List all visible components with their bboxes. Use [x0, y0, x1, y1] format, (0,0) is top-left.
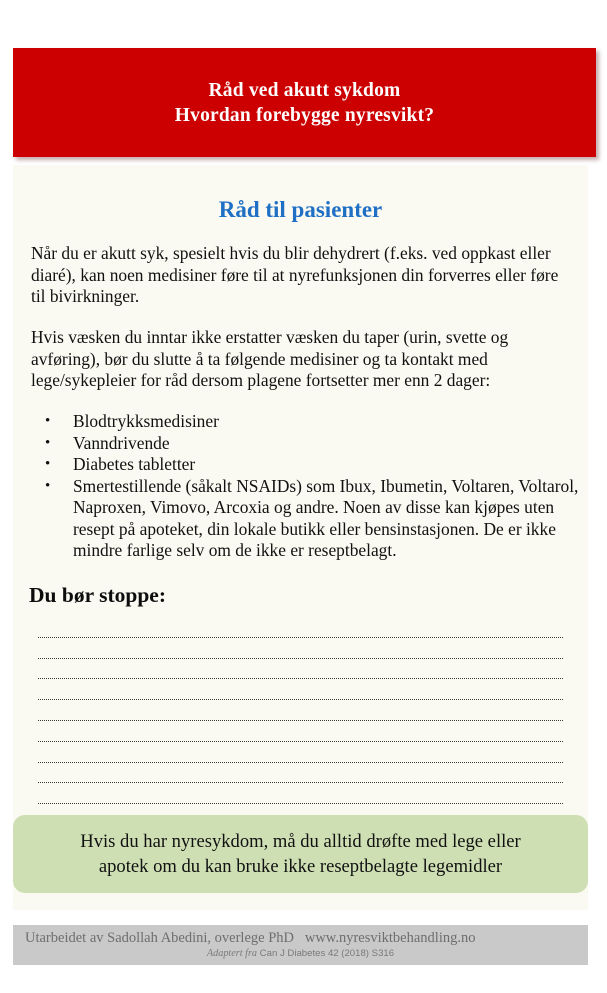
header-title-line-1: Råd ved akutt sykdom: [208, 79, 401, 101]
callout-line-2: apotek om du kan bruke ikke reseptbelagte legemidler: [98, 856, 503, 877]
writing-line[interactable]: [38, 721, 563, 742]
fluid-advice-paragraph: Hvis væsken du inntar ikke erstatter væsken du taper (urin, svette og avføring), bør du slutte å ta følgende medisiner og ta kontakt med lege/sykepleier for råd dersom plagene fortsetter mer enn 2 dager:: [31, 327, 509, 390]
footer-band: [13, 925, 588, 965]
header-title-line-2: Hvordan forebygge nyresvikt?: [174, 104, 435, 126]
list-item: • Vanndrivende: [31, 433, 579, 455]
footer-credit: Utarbeidet av Sadollah Abedini, overlege PhD www.nyresviktbehandling.no: [25, 930, 476, 946]
writing-lines-area[interactable]: [38, 617, 563, 846]
writing-line[interactable]: [38, 659, 563, 680]
writing-line[interactable]: [38, 783, 563, 804]
section-title: Råd til pasienter: [218, 197, 383, 222]
citation-prefix: Adaptert fra: [206, 948, 258, 959]
medication-bullet-list: [31, 411, 579, 562]
citation-source: Can J Diabetes 42 (2018) S316: [257, 948, 395, 959]
writing-line[interactable]: [38, 742, 563, 763]
footer-citation: [13, 948, 588, 960]
stop-heading: Du bør stoppe:: [29, 583, 166, 607]
green-callout-box: [13, 815, 588, 893]
list-item: • Smertestillende (såkalt NSAIDs) som Ibux, Ibumetin, Voltaren, Voltarol, Naproxen, Vimovo, Arcoxia og andre. Noen av disse kan kjøpes uten resept på apoteket, din lokale butikk eller bensinstasjonen. De er ikke mindre farlige selv om de ikke er reseptbelagt.: [31, 476, 579, 562]
header-banner: [13, 48, 596, 157]
writing-line[interactable]: [38, 638, 563, 659]
callout-line-1: Hvis du har nyresykdom, må du alltid drøfte med lege eller: [80, 831, 521, 852]
writing-line[interactable]: [38, 679, 563, 700]
list-item: • Blodtrykksmedisiner: [31, 411, 579, 433]
writing-line[interactable]: [38, 763, 563, 784]
writing-line[interactable]: [38, 700, 563, 721]
intro-paragraph: Når du er akutt syk, spesielt hvis du blir dehydrert (f.eks. ved oppkast eller diaré), kan noen medisiner føre til at nyrefunksjonen din forverres eller føre til bivirkninger.: [31, 243, 559, 306]
writing-line[interactable]: [38, 617, 563, 638]
content-panel: [13, 165, 588, 910]
list-item: • Diabetes tabletter: [31, 454, 579, 476]
